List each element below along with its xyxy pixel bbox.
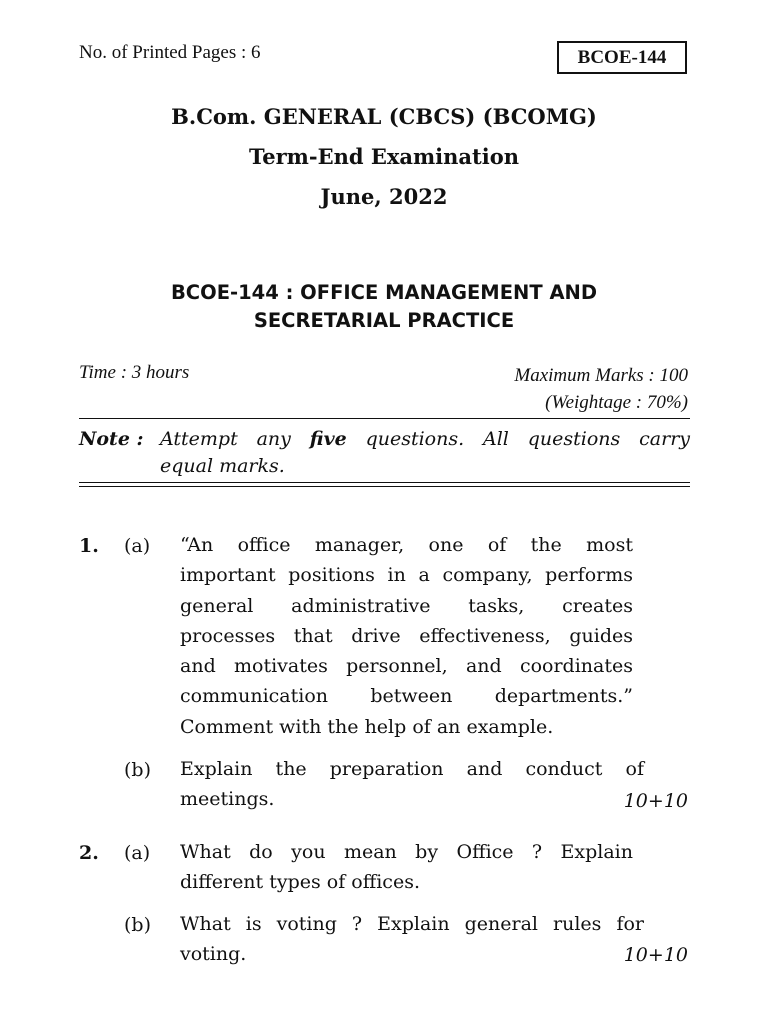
course-title-line1: BCOE-144 : OFFICE MANAGEMENT AND [170, 281, 598, 304]
question-line: Comment with the help of an example. [180, 715, 554, 738]
divider-double-2 [79, 486, 690, 487]
question-part-label: (a) [124, 535, 151, 557]
divider-top [79, 418, 690, 419]
note-text [160, 426, 690, 453]
note-text-before: Attempt any [160, 428, 291, 450]
question-line: processes that drive effectiveness, guides [180, 624, 633, 647]
question-line: communication between departments.” [180, 685, 633, 708]
marks-info [514, 362, 688, 416]
paper-code-box [557, 41, 687, 74]
question-line: and motivates personnel, and coordinates [180, 655, 633, 678]
question-marks: 10+10 [623, 790, 688, 812]
programme-title: B.Com. GENERAL (CBCS) (BCOMG) [171, 104, 597, 129]
exam-time: Time : 3 hours [79, 362, 190, 383]
question-text [180, 754, 644, 815]
question-part-label: (b) [124, 759, 151, 781]
note-text-after: questions. All questions carry [365, 428, 691, 450]
question-number: 2. [79, 842, 99, 864]
question-text [180, 909, 644, 970]
question-line: What is voting ? Explain general rules for [180, 913, 644, 935]
note-emphasis: five [309, 428, 347, 450]
question-line: general administrative tasks, creates [180, 594, 633, 617]
question-line: important positions in a company, performs [180, 564, 633, 587]
question-text [180, 837, 633, 898]
question-text [180, 530, 633, 742]
question-number: 1. [79, 535, 99, 557]
paper-code: BCOE-144 [577, 46, 667, 68]
question-part-label: (a) [124, 842, 151, 864]
question-line: “An office manager, one of the most [180, 534, 633, 556]
question-line: meetings. [180, 788, 275, 811]
course-title-line2: SECRETARIAL PRACTICE [253, 309, 515, 332]
question-line: Explain the preparation and conduct of [180, 758, 644, 780]
printed-pages-count: No. of Printed Pages : 6 [79, 42, 261, 63]
note-text-line2: equal marks. [160, 455, 285, 477]
note-label: Note : [79, 428, 144, 450]
weightage: (Weightage : 70%) [545, 392, 688, 413]
exam-name: Term-End Examination [248, 144, 519, 169]
question-marks: 10+10 [623, 944, 688, 966]
question-line: voting. [180, 943, 247, 966]
question-line: different types of offices. [180, 871, 420, 894]
exam-session: June, 2022 [320, 184, 448, 209]
question-part-label: (b) [124, 914, 151, 936]
question-line: What do you mean by Office ? Explain [180, 841, 633, 863]
divider-double-1 [79, 482, 690, 483]
maximum-marks: Maximum Marks : 100 [514, 365, 688, 386]
